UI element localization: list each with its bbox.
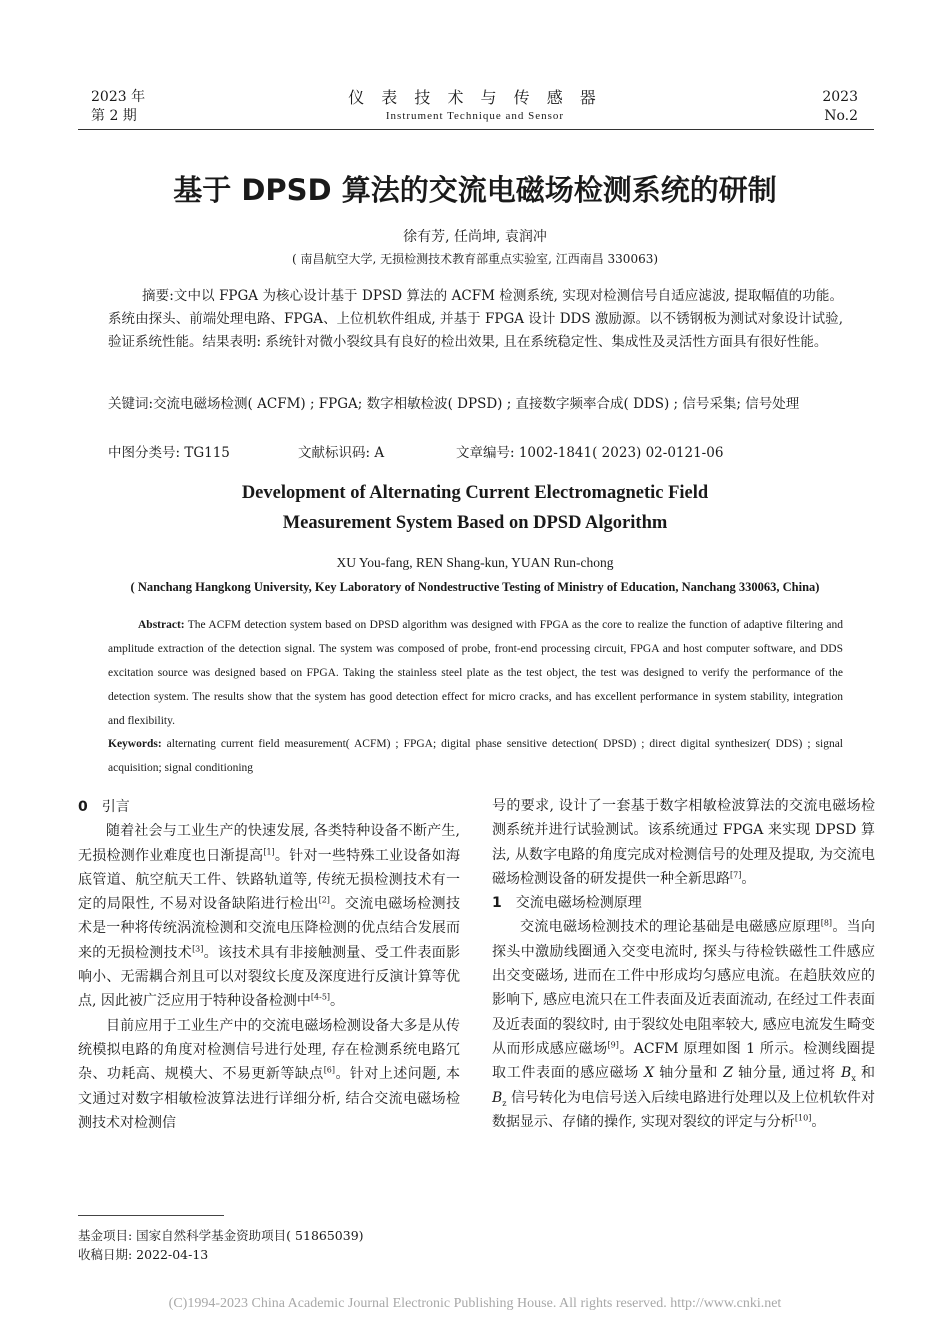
abstract-zh-label: 摘要: xyxy=(142,288,174,304)
abstract-en-text: The ACFM detection system based on DPSD algorithm was designed with FPGA as the core to realize the function of adaptive filtering and amplitude extraction of the detection signal. The system was composed of probe, front-end processing circuit, FPGA and host computer software, and DDS excitation source was designed based on FPGA. Taking the stainless steel plate as the test object, the test was designed to verify the performance of the detection system. The results show that the system has good detection effect for micro cracks, and has excellent performance in system stability, integration and flexibility. xyxy=(108,619,843,727)
paper-title: 基于 DPSD 算法的交流电磁场检测系统的研制 xyxy=(173,173,777,207)
intro-paragraph-2 xyxy=(78,1014,460,1135)
citation-8[interactable]: [8] xyxy=(820,918,833,928)
received-date: 收稿日期: 2022-04-13 xyxy=(78,1247,209,1262)
citation-9[interactable]: [9] xyxy=(607,1040,619,1050)
citation-4-5[interactable]: [4-5] xyxy=(310,992,331,1002)
keywords-zh xyxy=(108,393,843,415)
title-en-line1: Development of Alternating Current Electromagnetic Field xyxy=(241,483,709,503)
section-0-number: 0 xyxy=(78,799,88,815)
article-number: 文章编号: 1002-1841( 2023) 02-0121-06 xyxy=(456,445,724,461)
symbol-x: X xyxy=(644,1065,655,1082)
journal-name-en: Instrument Technique and Sensor xyxy=(385,110,565,122)
intro-paragraph-2-continued xyxy=(492,794,875,891)
intro-paragraph-1 xyxy=(78,819,460,1013)
section-1-title: 交流电磁场检测原理 xyxy=(515,895,642,912)
citation-3[interactable]: [3] xyxy=(192,944,204,954)
citation-7[interactable]: [7] xyxy=(730,870,742,880)
authors: 徐有芳, 任尚坤, 袁润冲 xyxy=(403,229,547,245)
intro-p1-text-d: 。该技术具有非接触测量、受工件表面影响小、无需耦合剂且可以对裂纹长度及深度进行反演计算等优点, 因此被广泛应用于特种设备检测中 xyxy=(78,944,461,1010)
citation-10[interactable]: [10] xyxy=(794,1113,812,1123)
citation-2[interactable]: [2] xyxy=(318,895,330,905)
principle-text-f: 和 xyxy=(855,1065,875,1082)
authors-en: XU You-fang, REN Shang-kun, YUAN Run-chong xyxy=(336,555,614,570)
affiliation-en: ( Nanchang Hangkong University, Key Laboratory of Nondestructive Testing of Ministry of Education, Nanchang 330063, China) xyxy=(130,580,820,594)
header-year-zh: 2023 年 xyxy=(91,89,146,105)
keywords-en-text: alternating current field measurement( ACFM) ; FPGA; digital phase sensitive detection( DPSD) ; direct digital synthesizer( DDS) ; signal acquisition; signal conditioning xyxy=(108,738,843,774)
principle-text-g: 信号转化为电信号送入后续电路进行处理以及上位机软件对数据显示、存储的操作, 实现对裂纹的评定与分析 xyxy=(492,1089,875,1130)
footnote-rule xyxy=(78,1215,224,1216)
citation-1[interactable]: [1] xyxy=(263,846,275,856)
document-code: 文献标识码: A xyxy=(298,445,385,461)
clc-number: 中图分类号: TG115 xyxy=(108,445,230,461)
symbol-bz: B xyxy=(492,1089,503,1106)
principle-paragraph xyxy=(492,915,875,1134)
intro-p2-text-b: 。针对上述问题, 本文通过对数字相敏检波算法进行详细分析, 结合交流电磁场检测技术对检测信 xyxy=(78,1066,460,1131)
intro-p1-text-c: 。交流电磁场检测技术是一种将传统涡流检测和交流电压降检测的优点结合发展而来的无损检测技术 xyxy=(78,896,461,961)
keywords-zh-text: 交流电磁场检测( ACFM) ; FPGA; 数字相敏检波( DPSD) ; 直接数字频率合成( DDS) ; 信号采集; 信号处理 xyxy=(153,396,800,412)
principle-text-h: 。 xyxy=(811,1113,826,1130)
keywords-zh-label: 关键词: xyxy=(108,396,154,412)
intro-p2-text-c: 号的要求, 设计了一套基于数字相敏检波算法的交流电磁场检测系统并进行试验测试。该系统通过 FPGA 来实现 DPSD 算法, 从数字电路的角度完成对检测信号的处理及提取, 为交流电磁场检测设备的研发提供一种全新思路 xyxy=(492,798,875,887)
principle-text-c: 。ACFM 原理如图 1 所示。检测线圈提取工件表面的感应磁场 xyxy=(492,1040,875,1082)
symbol-z: Z xyxy=(723,1065,733,1082)
principle-text-b: 。当向探头中激励线圈通入交变电流时, 探头与待检铁磁性工件感应出交变磁场, 进而在工件中形成均匀感应电流。在趋肤效应的影响下, 感应电流只在工件表面及近表面流动, 在经过工件表面及近表面的裂纹时, 由于裂纹处电阻率较大, 感应电流发生畸变从而形成感应磁场 xyxy=(492,919,876,1057)
principle-text-d: 轴分量和 xyxy=(654,1065,724,1082)
symbol-bx: B xyxy=(841,1065,852,1082)
abstract-zh-text: 文中以 FPGA 为核心设计基于 DPSD 算法的 ACFM 检测系统, 实现对检测信号自适应滤波, 提取幅值的功能。系统由探头、前端处理电路、FPGA、上位机软件组成, 并基于 FPGA 设计 DDS 激励源。以不锈钢板为测试对象设计试验, 验证系统性能。结果表明: 系统针对微小裂纹具有良好的检出效果, 且在系统稳定性、集成性及灵活性方面具有很好性能。 xyxy=(108,288,843,350)
subscript-x: x xyxy=(851,1074,856,1084)
footnote xyxy=(78,1226,458,1264)
header-year-issue-en xyxy=(822,88,858,126)
body-column-left xyxy=(78,795,460,1135)
header-journal xyxy=(300,88,650,124)
keywords-en-label: Keywords: xyxy=(108,738,162,750)
header-year: 2023 xyxy=(822,89,858,105)
copyright-watermark: (C)1994-2023 China Academic Journal Electronic Publishing House. All rights reserved. http://www.cnki.net xyxy=(168,1296,782,1311)
section-0-title: 引言 xyxy=(101,799,130,815)
subscript-z: z xyxy=(502,1098,507,1108)
section-1-number: 1 xyxy=(492,895,502,912)
abstract-en-label: Abstract: xyxy=(138,619,185,631)
affiliation: ( 南昌航空大学, 无损检测技术教育部重点实验室, 江西南昌 330063) xyxy=(291,252,659,266)
intro-p2-text-d: 。 xyxy=(741,870,756,887)
paper-title-en xyxy=(0,478,950,538)
principle-text-e: 轴分量, 通过将 xyxy=(732,1065,842,1082)
body-column-right xyxy=(492,794,875,1134)
header-year-issue xyxy=(91,88,145,126)
principle-text-a: 交流电磁场检测技术的理论基础是电磁感应原理 xyxy=(520,919,821,936)
header-rule xyxy=(78,129,874,130)
intro-p2-text-a: 目前应用于工业生产中的交流电磁场检测设备大多是从传统模拟电路的角度对检测信号进行处理, 存在检测系统电路冗杂、功耗高、规模大、不易更新等缺点 xyxy=(78,1017,460,1083)
citation-6[interactable]: [6] xyxy=(323,1065,336,1075)
intro-p1-text-e: 。 xyxy=(330,993,345,1010)
intro-p1-text-a: 随着社会与工业生产的快速发展, 各类特种设备不断产生, 无损检测作业难度也日渐提高 xyxy=(78,823,460,864)
intro-p1-text-b: 。针对一些特殊工业设备如海底管道、航空航天工件、铁路轨道等, 传统无损检测技术有一定的局限性, 不易对设备缺陷进行检出 xyxy=(78,847,460,913)
section-1-heading xyxy=(492,891,875,915)
header-issue-en: No.2 xyxy=(824,108,858,124)
section-0-heading xyxy=(78,795,460,819)
header-issue-zh: 第 2 期 xyxy=(91,108,137,124)
funding-note: 基金项目: 国家自然科学基金资助项目( 51865039) xyxy=(78,1228,364,1243)
journal-name-zh: 仪 表 技 术 与 传 感 器 xyxy=(348,88,602,107)
title-en-line2: Measurement System Based on DPSD Algorithm xyxy=(282,513,668,533)
abstract-en xyxy=(108,613,843,733)
abstract-zh xyxy=(108,285,843,354)
keywords-en xyxy=(108,732,843,780)
